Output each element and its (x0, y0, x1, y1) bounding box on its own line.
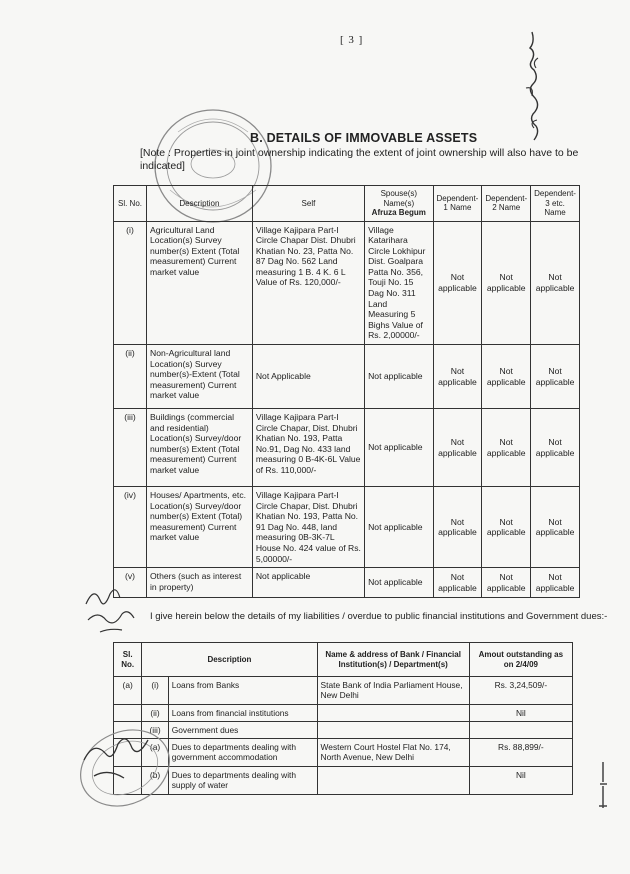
cell-bank (317, 705, 469, 722)
cell-sl (114, 705, 142, 722)
cell-dependent-3: Not applicable (531, 221, 580, 345)
cell-dependent-2: Not applicable (482, 345, 531, 409)
cell-bank (317, 722, 469, 739)
liabilities-table (113, 642, 573, 795)
cell-dependent-3: Not applicable (531, 409, 580, 487)
header-sl: Sl. No. (114, 643, 142, 677)
header-dependent-1: Dependent-1 Name (433, 186, 482, 222)
cell-dependent-1: Not applicable (433, 345, 482, 409)
handwritten-signature-top (518, 28, 548, 146)
cell-bank: State Bank of India Parliament House, New Delhi (317, 677, 469, 705)
cell-sl: (ii) (114, 345, 147, 409)
cell-description: Government dues (168, 722, 317, 739)
official-seal-stamp-bottom (70, 720, 180, 810)
cell-dependent-3: Not applicable (531, 568, 580, 598)
header-dependent-3: Dependent-3 etc. Name (531, 186, 580, 222)
header-amount: Amout outstanding as on 2/4/09 (469, 643, 572, 677)
cell-spouse: Village Katarihara Circle Lokhipur Dist. Goalpara Patta No. 356, Touji No. 15 Dag No. 311 Land Measuring 5 Bighs Value of Rs. 2,00000/- (365, 221, 433, 345)
table-row (114, 568, 580, 598)
table-row (114, 739, 573, 767)
cell-sl: (iv) (114, 487, 147, 568)
cell-dependent-1: Not applicable (433, 487, 482, 568)
cell-sub: (i) (142, 677, 168, 705)
cell-description: Houses/ Apartments, etc. Location(s) Survey/door number(s) Extent (Total) measurement) Current market value (147, 487, 253, 568)
header-bank: Name & address of Bank / Financial Institution(s) / Department(s) (317, 643, 469, 677)
cell-spouse: Not applicable (365, 345, 433, 409)
handwritten-initials (80, 580, 150, 640)
cell-description: Dues to departments dealing with government accommodation (168, 739, 317, 767)
cell-amount (469, 722, 572, 739)
cell-dependent-1: Not applicable (433, 221, 482, 345)
section-note: [Note : Properties in joint ownership indicating the extent of joint ownership will also have to be indicated] (140, 147, 579, 172)
section-title: B. DETAILS OF IMMOVABLE ASSETS (250, 131, 478, 145)
cell-spouse: Not applicable (365, 409, 433, 487)
cell-sl: (i) (114, 221, 147, 345)
cell-sl: (iii) (114, 409, 147, 487)
table-row (114, 221, 580, 345)
header-dependent-2: Dependent-2 Name (482, 186, 531, 222)
cell-description: Loans from financial institutions (168, 705, 317, 722)
table-row (114, 767, 573, 795)
cell-sub: (a) (142, 739, 168, 767)
margin-scribble (596, 760, 610, 812)
header-spouse (365, 186, 433, 222)
header-spouse-name: Afruza Begum (371, 208, 426, 217)
table-row (114, 705, 573, 722)
cell-description: Others (such as interest in property) (147, 568, 253, 598)
cell-dependent-2: Not applicable (482, 568, 531, 598)
cell-bank: Western Court Hostel Flat No. 174, North Avenue, New Delhi (317, 739, 469, 767)
cell-description: Buildings (commercial and residential) Location(s) Survey/door number(s) Extent (Total measurement) Current market value (147, 409, 253, 487)
table-row (114, 677, 573, 705)
cell-self: Not applicable (252, 568, 364, 598)
cell-dependent-3: Not applicable (531, 487, 580, 568)
header-description: Description (142, 643, 317, 677)
cell-amount: Nil (469, 767, 572, 795)
cell-sl: (v) (114, 568, 147, 598)
cell-dependent-2: Not applicable (482, 487, 531, 568)
table-header-row (114, 643, 573, 677)
cell-dependent-1: Not applicable (433, 409, 482, 487)
cell-description: Dues to departments dealing with supply of water (168, 767, 317, 795)
table-row (114, 409, 580, 487)
cell-sub: (ii) (142, 705, 168, 722)
cell-description: Agricultural Land Location(s) Survey number(s) Extent (Total measurement) Current market value (147, 221, 253, 345)
cell-amount: Rs. 88,899/- (469, 739, 572, 767)
cell-spouse: Not applicable (365, 487, 433, 568)
table-row (114, 487, 580, 568)
cell-self: Village Kajipara Part-I Circle Chapar, Dist. Dhubri Khatian No. 193, Patta No.91, Dag No. 433 land measuring 0 B-4K-6L Value of Rs. 110,000/- (252, 409, 364, 487)
header-self: Self (252, 186, 364, 222)
liabilities-intro: I give herein below the details of my liabilities / overdue to public financial institutions and Government dues:- (150, 611, 608, 622)
cell-description: Loans from Banks (168, 677, 317, 705)
cell-dependent-2: Not applicable (482, 221, 531, 345)
cell-sub: (b) (142, 767, 168, 795)
cell-bank (317, 767, 469, 795)
header-description: Description (147, 186, 253, 222)
immovable-assets-table (113, 185, 580, 598)
table-row (114, 722, 573, 739)
cell-dependent-1: Not applicable (433, 568, 482, 598)
cell-self: Village Kajipara Part-I Circle Chapar Dist. Dhubri Khatian No. 23, Patta No. 87 Dag No. 562 Land measuring 1 B. 4 K. 6 L Value of Rs. 120,000/- (252, 221, 364, 345)
table-row (114, 345, 580, 409)
cell-self: Village Kajipara Part-I Circle Chapar, Dist. Dhubri Khatian No. 193, Patta No. 91 Dag No. 448, land measuring 0B-3K-7L House No. 424 value of Rs. 5,00000/- (252, 487, 364, 568)
cell-sub: (iii) (142, 722, 168, 739)
cell-sl: (a) (114, 677, 142, 705)
cell-self: Not Applicable (252, 345, 364, 409)
header-sl: Sl. No. (114, 186, 147, 222)
cell-dependent-2: Not applicable (482, 409, 531, 487)
cell-spouse: Not applicable (365, 568, 433, 598)
header-spouse-label: Spouse(s) Name(s) (380, 189, 418, 208)
cell-description: Non-Agricultural land Location(s) Survey number(s)-Extent (Total measurement) Current market value (147, 345, 253, 409)
page-number: [ 3 ] (340, 34, 364, 46)
cell-amount: Nil (469, 705, 572, 722)
cell-amount: Rs. 3,24,509/- (469, 677, 572, 705)
table-header-row (114, 186, 580, 222)
cell-dependent-3: Not applicable (531, 345, 580, 409)
